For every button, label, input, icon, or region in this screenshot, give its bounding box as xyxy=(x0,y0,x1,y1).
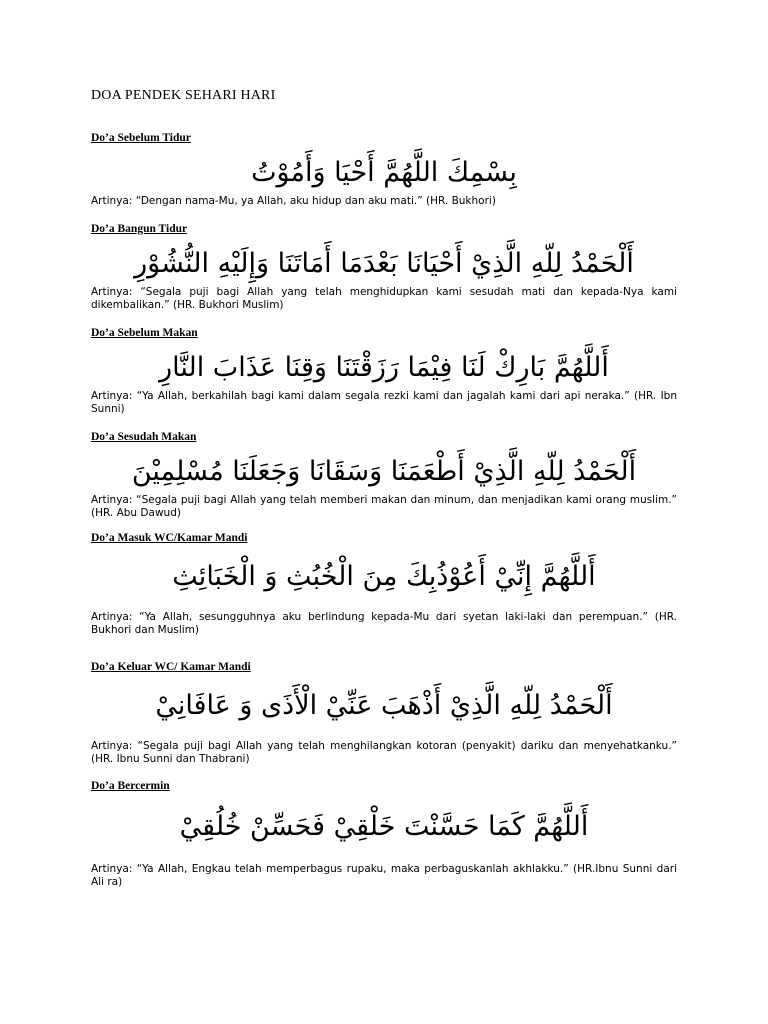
prayer-heading: Do’a Sebelum Makan xyxy=(91,327,198,339)
prayer-section-exit-bathroom xyxy=(91,660,677,766)
prayer-section-wake-up xyxy=(91,222,677,312)
prayer-translation: Artinya: “Ya Allah, Engkau telah memperbagus rupaku, maka perbaguskanlah akhlakku.” (HR.Ibnu Sunni dari Ali ra) xyxy=(91,863,677,888)
prayer-heading: Do’a Bercermin xyxy=(91,780,170,792)
prayer-translation: Artinya: “Ya Allah, berkahilah bagi kami dalam segala rezki kami dan jagalah kami dari api neraka.” (HR. Ibn Sunni) xyxy=(91,390,677,415)
document-title: DOA PENDEK SEHARI HARI xyxy=(91,88,276,103)
prayer-heading: Do’a Sebelum Tidur xyxy=(91,132,191,144)
prayer-section-before-eating xyxy=(91,326,677,416)
arabic-prayer-text: أَلْحَمْدُ لِلّهِ الَّذِيْ أَطْعَمَنَا وَسَقَانَا وَجَعَلَنَا مُسْلِمِيْنَ xyxy=(131,456,637,487)
arabic-prayer-text: أَللَّهُمَّ بَارِكْ لَنَا فِيْمَا رَزَقْتَنَا وَقِنَا عَذَابَ النَّارِ xyxy=(159,352,609,383)
arabic-prayer-text: بِسْمِكَ اللَّهُمَّ أَحْيَا وَأَمُوْتُ xyxy=(251,157,517,188)
prayer-section-mirror xyxy=(91,779,677,889)
prayer-section-enter-bathroom xyxy=(91,531,677,637)
prayer-section-before-sleep xyxy=(91,131,677,208)
prayer-heading: Do’a Keluar WC/ Kamar Mandi xyxy=(91,661,251,673)
prayer-heading: Do’a Sesudah Makan xyxy=(91,431,197,443)
arabic-prayer-text: أَللَّهُمَّ كَمَا حَسَّنْتَ خَلْقِيْ فَحَسِّنْ خُلُقِيْ xyxy=(179,811,589,842)
prayer-translation: Artinya: “Segala puji bagi Allah yang telah menghidupkan kami sesudah mati dan kepada-Nya kami dikembalikan.” (HR. Bukhori Muslim) xyxy=(91,286,677,311)
arabic-prayer-text: أَلْحَمْدُ لِلّهِ الَّذِيْ أَحْيَانَا بَعْدَمَا أَمَاتَنَا وَإِلَيْهِ النُّشُوْرِ xyxy=(134,248,634,279)
prayer-heading: Do’a Masuk WC/Kamar Mandi xyxy=(91,532,248,544)
prayer-translation: Artinya: “Dengan nama-Mu, ya Allah, aku hidup dan aku mati.” (HR. Bukhori) xyxy=(91,195,496,207)
prayer-heading: Do’a Bangun Tidur xyxy=(91,223,188,235)
prayer-translation: Artinya: “Ya Allah, sesungguhnya aku berlindung kepada-Mu dari syetan laki-laki dan perempuan.” (HR. Bukhori dan Muslim) xyxy=(91,611,677,636)
prayer-translation: Artinya: “Segala puji bagi Allah yang telah menghilangkan kotoran (penyakit) dariku dan menyehatkanku.” (HR. Ibnu Sunni dan Thabrani) xyxy=(91,740,677,765)
prayer-section-after-eating xyxy=(91,430,677,520)
arabic-prayer-text: أَلْحَمْدُ لِلّهِ الَّذِيْ أَذْهَبَ عَنِّيْ الْأَذَى وَ عَافَانِيْ xyxy=(155,690,613,721)
prayer-translation: Artinya: “Segala puji bagi Allah yang telah memberi makan dan minum, dan menjadikan kami orang muslim.” (HR. Abu Dawud) xyxy=(91,494,677,519)
arabic-prayer-text: أَللَّهُمَّ إِنِّيْ أَعُوْذُبِكَ مِنَ الْخُبُثِ وَ الْخَبَائِثِ xyxy=(172,561,596,592)
